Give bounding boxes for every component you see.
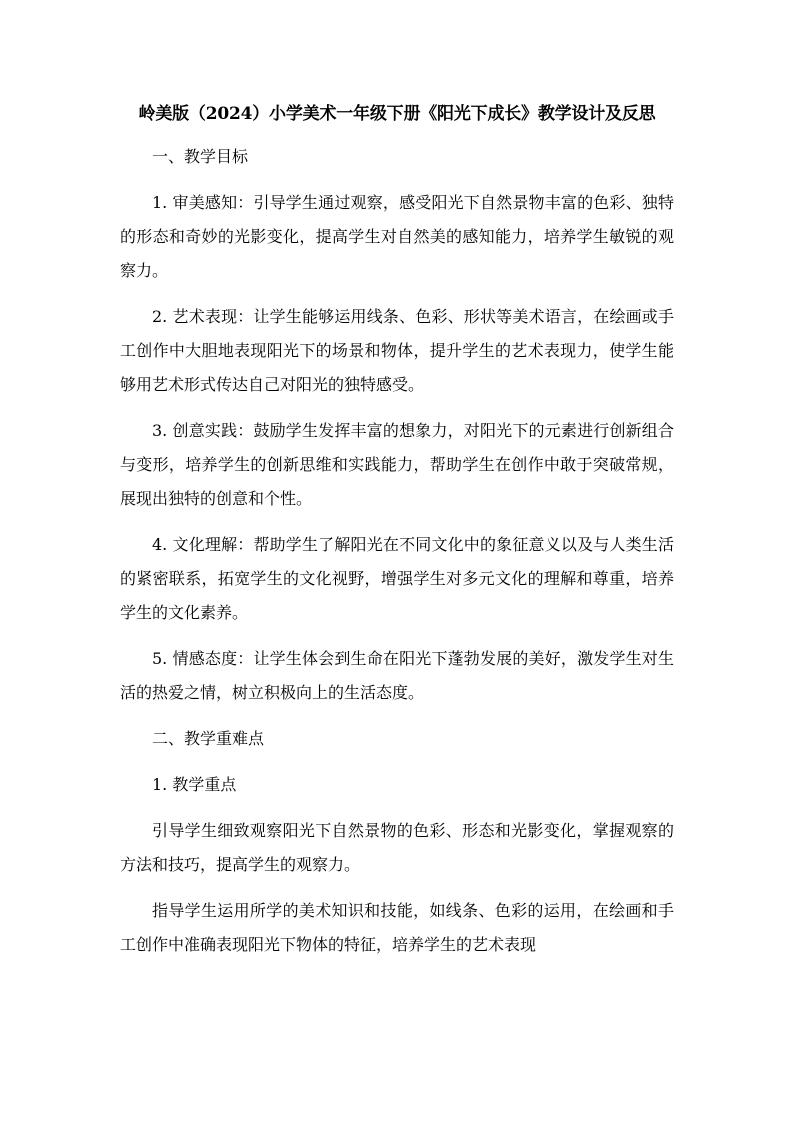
objective-paragraph-4: 4. 文化理解：帮助学生了解阳光在不同文化中的象征意义以及与人类生活的紧密联系，拓宽学生的文化视野，增强学生对多元文化的理解和尊重，培养学生的文化素养。	[120, 535, 674, 622]
objective-paragraph-2: 2. 艺术表现：让学生能够运用线条、色彩、形状等美术语言，在绘画或手工创作中大胆地表现阳光下的场景和物体，提升学生的艺术表现力，使学生能够用艺术形式传达自己对阳光的独特感受。	[120, 307, 674, 394]
section-heading-key-difficult-points: 二、教学重难点	[152, 729, 265, 748]
objective-paragraph-3: 3. 创意实践：鼓励学生发挥丰富的想象力，对阳光下的元素进行创新组合与变形，培养学生的创新思维和实践能力，帮助学生在创作中敢于突破常规，展现出独特的创意和个性。	[120, 421, 674, 508]
document-title: 岭美版（2024）小学美术一年级下册《阳光下成长》教学设计及反思	[138, 104, 656, 124]
section-heading-objectives: 一、教学目标	[152, 147, 249, 166]
objective-paragraph-1: 1. 审美感知：引导学生通过观察，感受阳光下自然景物丰富的色彩、独特的形态和奇妙的光影变化，提高学生对自然美的感知能力，培养学生敏锐的观察力。	[120, 193, 674, 280]
objective-paragraph-5: 5. 情感态度：让学生体会到生命在阳光下蓬勃发展的美好，激发学生对生活的热爱之情，树立积极向上的生活态度。	[120, 649, 674, 702]
key-point-paragraph-1: 引导学生细致观察阳光下自然景物的色彩、形态和光影变化，掌握观察的方法和技巧，提高学生的观察力。	[120, 821, 674, 874]
subheading-key-points: 1. 教学重点	[152, 775, 237, 794]
key-point-paragraph-2: 指导学生运用所学的美术知识和技能，如线条、色彩的运用，在绘画和手工创作中准确表现阳光下物体的特征，培养学生的艺术表现	[120, 901, 674, 954]
